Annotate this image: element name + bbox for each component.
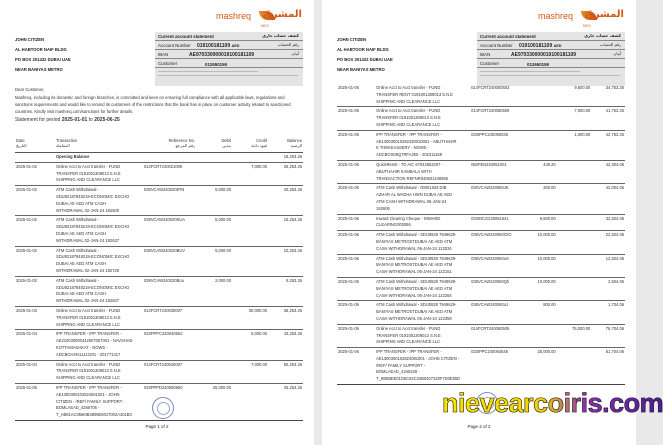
address-line: NEAR BANIYAS METRO bbox=[337, 67, 385, 72]
cell-debit: 9,500.00 bbox=[522, 214, 557, 231]
fine-print-line bbox=[158, 71, 258, 72]
cell-reference: 033PPPC240040562 bbox=[134, 330, 196, 360]
period-label: Statement for period bbox=[15, 117, 61, 123]
mashreq-logo bbox=[214, 9, 304, 29]
cell-description: Online Acct to Acct transfer - FUND TRANSFER 0191001309013 S.N.E SHIPPING AND CLEARANCE LLC bbox=[48, 306, 134, 329]
col-label-ar: رقم المرجع bbox=[175, 143, 195, 148]
box-title: Current account statement bbox=[480, 34, 536, 39]
transaction-row bbox=[337, 348, 625, 385]
cell-date: 2025-01-06 bbox=[337, 160, 368, 183]
cell-balance: 42,004.06 bbox=[591, 184, 625, 214]
cell-credit: 75,000.00 bbox=[557, 324, 592, 347]
cell-description: ATM Cash Withdrawal - SDU82187848219-ECONOMIC EXCHO DUBAI AE AED ATM CASH WITHDRAWAL 02-JAN-24 182827 bbox=[48, 276, 134, 306]
transaction-row bbox=[15, 162, 303, 185]
customer-label: Customer bbox=[480, 61, 500, 66]
account-number: 019100181109 bbox=[197, 42, 231, 49]
cell-credit: 9,500.00 bbox=[557, 84, 592, 107]
fine-print-line bbox=[480, 75, 620, 76]
cell-reference: 033INCG240061641 bbox=[461, 214, 522, 231]
customer-number: 012650159 bbox=[205, 62, 227, 67]
cell-balance: 50,253.26 bbox=[268, 360, 303, 383]
transaction-row bbox=[337, 277, 625, 300]
compliance-notice: Mashreq, including its domestic and foreign branches, is committed and keen on ensuring full compliance with all applicable laws, regulations and sanctions requirements and would like to remind its customers of the restrictions that the bank has in place on customer activity related to sanctioned countries. Kindly visit mashreq.com/sanctions for further details. bbox=[15, 95, 291, 114]
cell-reference: 014FCRT240040007 bbox=[134, 360, 196, 383]
cell-balance: 38,253.26 bbox=[268, 306, 303, 329]
bank-stamp bbox=[152, 397, 174, 419]
opening-balance-label: Opening Balance bbox=[48, 153, 268, 163]
cell-debit bbox=[522, 130, 557, 160]
account-number-label: Account Number bbox=[480, 43, 513, 48]
cell-balance: 22,504.06 bbox=[591, 231, 625, 254]
col-reference bbox=[134, 136, 196, 153]
transaction-row bbox=[337, 84, 625, 107]
logo-sub: NEO bbox=[583, 24, 591, 28]
cell-debit bbox=[196, 360, 232, 383]
cell-credit bbox=[557, 301, 592, 324]
iban-value: AE970330000019100181109 bbox=[189, 51, 255, 58]
col-label: Transaction bbox=[56, 138, 78, 143]
cell-description: ATM Cash Withdrawal - SDU82187848219-ECONOMIC EXCHO DUBAI AE AED ATM CASH WITHDRAWAL 02-JAN-24 182500 bbox=[48, 186, 134, 216]
cell-credit: 7,000.00 bbox=[557, 107, 592, 130]
cell-description: IPP TRANSFER - IPP TRANSFER - AE1300300102824081001 - JOHN CITIZEN - /REF/ FAMILY SUPPORT - BOMLAEAD_4345328 - T_88EBEE01D5C84C34B0407320F7D0E55D bbox=[368, 348, 461, 385]
customer-label: Customer bbox=[158, 61, 178, 66]
cell-description: QuickRemit - TO A/C 67042653297 - ABUTHAHIR KAMBALA WITH TRANSACTION REFNR040501248865 bbox=[368, 160, 461, 183]
table-header bbox=[15, 136, 303, 153]
cell-credit bbox=[232, 276, 268, 306]
account-number-label-ar: رقم الحساب bbox=[277, 42, 299, 47]
col-date bbox=[15, 136, 48, 153]
cell-balance: 42,304.06 bbox=[591, 160, 625, 183]
transaction-row bbox=[15, 186, 303, 216]
transaction-row bbox=[15, 330, 303, 360]
cell-debit: 5,000.00 bbox=[196, 216, 232, 246]
address-line: PO BOX 201432 DUBAI UAE bbox=[337, 57, 393, 62]
col-credit bbox=[232, 136, 268, 153]
col-label: Reference No. bbox=[168, 138, 195, 143]
cell-debit: 10,000.00 bbox=[522, 254, 557, 277]
logo-text: mashreq bbox=[538, 11, 574, 21]
cell-reference: 038VCAW240060OrO bbox=[461, 231, 522, 254]
box-title-ar: كشف حساب جاري bbox=[584, 33, 621, 38]
cell-credit: 1,000.00 bbox=[557, 130, 592, 160]
cell-credit: 30,000.00 bbox=[232, 306, 268, 329]
transaction-row bbox=[337, 254, 625, 277]
cell-description: ATM Cash Withdrawal - SDU82187848219-ECONOMIC EXCHO DUBAI AE AED ATM CASH WITHDRAWAL 02-JAN-24 182729 bbox=[48, 246, 134, 276]
cell-debit bbox=[196, 330, 232, 360]
col-label: Date bbox=[16, 138, 25, 143]
logo-sub: NEO bbox=[261, 24, 269, 28]
cell-debit: 25,000.00 bbox=[196, 383, 232, 420]
watermark: nievearcoiris.com bbox=[442, 388, 663, 418]
cell-date: 2025-01-06 bbox=[337, 324, 368, 347]
page-number: Page 1 of 2 bbox=[145, 424, 169, 429]
letter bbox=[15, 86, 303, 124]
transaction-row bbox=[15, 276, 303, 306]
cell-reference: 014FCRT240030007 bbox=[134, 306, 196, 329]
cell-reference: 038VCAW240060oJ bbox=[461, 301, 522, 324]
cell-description: ATM Cash Withdrawal - SDU0828 7949629-BANIYAS METROSTDUBAI AE AED ATM CASH WITHDRAWAL 06-JAN-24 122151 bbox=[368, 254, 461, 277]
cell-date: 2025-01-02 bbox=[15, 246, 48, 276]
col-balance bbox=[268, 136, 303, 153]
cell-credit bbox=[557, 160, 592, 183]
cell-description: Online Acct to Acct transfer - FUND TRANSFER RENT 0191001309013 S.N.E SHIPPING AND CLEARANCE LLC bbox=[368, 84, 461, 107]
account-info-box bbox=[155, 32, 303, 86]
cell-description: Online Acct to Acct transfer - FUND TRANSFER 0191001309013 S.N.E SHIPPING AND CLEARANCE LLC bbox=[368, 324, 461, 347]
cell-description: ATM Cash Withdrawal - SDU82187848219-ECONOMIC EXCHO DUBAI AE AED ATM CASH WITHDRAWAL 02-JAN-24 182637 bbox=[48, 216, 134, 246]
cell-debit bbox=[196, 162, 232, 185]
cell-reference: 014FCRT240050509 bbox=[461, 107, 522, 130]
transactions-table bbox=[337, 84, 625, 385]
cell-balance: 1,704.06 bbox=[591, 301, 625, 324]
cell-debit: 5,000.00 bbox=[196, 246, 232, 276]
logo-arabic: المشرق bbox=[584, 9, 624, 20]
cell-reference: 038VCAW240020SUA bbox=[134, 216, 196, 246]
cell-credit bbox=[557, 214, 592, 231]
account-number-label-ar: رقم الحساب bbox=[599, 42, 621, 47]
cell-balance: 26,253.26 bbox=[268, 162, 303, 185]
cell-debit bbox=[522, 324, 557, 347]
cell-balance: 43,253.26 bbox=[268, 330, 303, 360]
cell-balance: 32,504.06 bbox=[591, 214, 625, 231]
fine-print-line bbox=[158, 75, 298, 76]
mashreq-logo bbox=[536, 9, 626, 29]
cell-reference: 033IPPC240064546 bbox=[461, 348, 522, 385]
cell-date: 2025-01-05 bbox=[337, 130, 368, 160]
cell-debit: 25,000.00 bbox=[522, 348, 557, 385]
greeting: Dear Customer, bbox=[15, 87, 45, 92]
cell-description: ATM Cash Withdrawal - 00001933 DIB AZHAR AL WADHA HWN DUBAI AE AED ATM CASH WITHDRAWAL 05-JAN-24 192606 bbox=[368, 184, 461, 214]
col-transaction bbox=[48, 136, 134, 153]
cell-description: Inward Clearing Cheque - INWARD CLEARING000086 bbox=[368, 214, 461, 231]
transaction-row bbox=[337, 130, 625, 160]
cell-reference: 014FCRT240060505 bbox=[461, 324, 522, 347]
period-to-label: to bbox=[88, 117, 93, 123]
cell-empty bbox=[15, 153, 48, 163]
cell-date: 2025-01-05 bbox=[337, 107, 368, 130]
cell-date: 2025-01-06 bbox=[337, 214, 368, 231]
cell-date: 2025-01-02 bbox=[15, 186, 48, 216]
cell-credit bbox=[232, 246, 268, 276]
cell-credit: 5,000.00 bbox=[232, 330, 268, 360]
address-line: AL HABTOOR NAIF BLDG bbox=[337, 47, 389, 52]
cell-reference: 033IPPC240050035 bbox=[461, 130, 522, 160]
cell-date: 2025-01-06 bbox=[337, 277, 368, 300]
cell-date: 2025-01-02 bbox=[15, 276, 48, 306]
customer-name: JOHN CITIZEN bbox=[337, 37, 367, 42]
cell-date: 2025-01-06 bbox=[337, 348, 368, 385]
address-line: NEAR BANIYAS METRO bbox=[15, 67, 63, 72]
cell-balance: 42,753.26 bbox=[591, 130, 625, 160]
fine-print-line bbox=[480, 71, 580, 72]
col-label-ar: مدين bbox=[222, 143, 231, 148]
account-info-box bbox=[477, 32, 625, 86]
transaction-row bbox=[337, 324, 625, 347]
iban-value: AE970330000019100181109 bbox=[511, 51, 577, 58]
cell-reference: 038VCAW240020BUV bbox=[134, 246, 196, 276]
cell-description: Online Acct to Acct transfer - FUND TRANSFER 0191001309013 S.N.E SHIPPING AND CLEARANCE LLC bbox=[368, 107, 461, 130]
cell-credit: 7,000.00 bbox=[232, 360, 268, 383]
page-number: Page 2 of 2 bbox=[467, 424, 491, 429]
cell-balance: 8,253.26 bbox=[268, 276, 303, 306]
cell-debit: 2,000.00 bbox=[196, 276, 232, 306]
cell-reference: 038VCAW240020Bou bbox=[134, 276, 196, 306]
customer-number: 012650159 bbox=[527, 62, 549, 67]
statement-page-2 bbox=[322, 0, 636, 445]
cell-balance: 25,253.26 bbox=[268, 383, 303, 420]
box-title: Current account statement bbox=[158, 34, 214, 39]
transaction-row bbox=[15, 216, 303, 246]
statement-page-1 bbox=[0, 0, 314, 445]
transaction-row bbox=[15, 306, 303, 329]
transaction-row bbox=[15, 246, 303, 276]
cell-debit bbox=[196, 306, 232, 329]
col-debit bbox=[196, 136, 232, 153]
customer-address bbox=[15, 35, 71, 75]
cell-debit: 300.00 bbox=[522, 184, 557, 214]
cell-description: Online Acct to Acct transfer - FUND TRANSFER 0191001309013 S.N.E SHIPPING AND CLEARANCE LLC bbox=[48, 162, 134, 185]
cell-reference: 014FCRT240021009 bbox=[134, 162, 196, 185]
cell-debit: 10,000.00 bbox=[522, 231, 557, 254]
cell-reference: 030VCAW240050JK bbox=[461, 184, 522, 214]
logo-text: mashreq bbox=[216, 11, 252, 21]
cell-reference: 038VCAW240060Qh bbox=[461, 277, 522, 300]
cell-credit bbox=[557, 348, 592, 385]
transaction-row bbox=[337, 301, 625, 324]
col-label: Credit bbox=[256, 138, 267, 143]
cell-reference: 038VCAW2400209TN bbox=[134, 186, 196, 216]
cell-description: ATM Cash Withdrawal - SDU0828 7949629-BANIYAS METROSTDUBAI AE AED ATM CASH WITHDRAWAL 06-JAN-24 122359 bbox=[368, 301, 461, 324]
cell-credit bbox=[232, 383, 268, 420]
cell-reference: 082FEN240051001 bbox=[461, 160, 522, 183]
period-from: 2025-01-01 bbox=[61, 117, 88, 123]
transactions-table bbox=[15, 136, 303, 421]
cell-description: Online Acct to Acct transfer - FUND TRANSFER 0191001309013 S.N.E SHIPPING AND CLEARANCE LLC bbox=[48, 360, 134, 383]
cell-balance: 2,504.06 bbox=[591, 277, 625, 300]
statement-period bbox=[15, 117, 303, 124]
col-label-ar: التاريخ bbox=[16, 143, 27, 148]
cell-debit: 5,000.00 bbox=[196, 186, 232, 216]
cell-reference: 033PPPD240050960 bbox=[134, 383, 196, 420]
cell-balance: 34,753.26 bbox=[591, 84, 625, 107]
cell-date: 2025-01-04 bbox=[15, 360, 48, 383]
col-label: Debit bbox=[221, 138, 231, 143]
account-number-label: Account Number bbox=[158, 43, 191, 48]
cell-date: 2025-01-03 bbox=[15, 306, 48, 329]
cell-debit: 10,000.00 bbox=[522, 277, 557, 300]
cell-debit bbox=[522, 107, 557, 130]
col-label-ar: المعاملة bbox=[56, 143, 70, 148]
address-line: PO BOX 201432 DUBAI UAE bbox=[15, 57, 71, 62]
customer-address bbox=[337, 35, 393, 75]
account-currency: AED bbox=[231, 43, 240, 48]
transaction-row bbox=[337, 107, 625, 130]
cell-balance: 10,253.26 bbox=[268, 246, 303, 276]
customer-name: JOHN CITIZEN bbox=[15, 37, 45, 42]
cell-credit bbox=[557, 184, 592, 214]
cell-description: ATM Cash Withdrawal - SDU0828 7949629-BANIYAS METROSTDUBAI AE AED ATM CASH WITHDRAWAL 06-JAN-24 122034 bbox=[368, 231, 461, 254]
cell-debit bbox=[522, 84, 557, 107]
opening-balance-row bbox=[15, 153, 303, 163]
cell-reference: 038VCAW240060uS bbox=[461, 254, 522, 277]
opening-balance-value: 18,253.26 bbox=[268, 153, 303, 163]
cell-balance: 76,704.06 bbox=[591, 324, 625, 347]
cell-date: 2025-01-06 bbox=[337, 301, 368, 324]
cell-balance: 20,253.26 bbox=[268, 186, 303, 216]
cell-date: 2025-01-05 bbox=[15, 383, 48, 420]
cell-credit bbox=[232, 186, 268, 216]
account-currency: AED bbox=[553, 43, 562, 48]
cell-balance: 15,253.26 bbox=[268, 216, 303, 246]
box-title-ar: كشف حساب جاري bbox=[262, 33, 299, 38]
cell-debit: 800.00 bbox=[522, 301, 557, 324]
cell-description: ATM Cash Withdrawal - SDU0828 7949629-BANIYAS METROSTDUBAI AE AED ATM CASH WITHDRAWAL 06-JAN-24 122254 bbox=[368, 277, 461, 300]
cell-date: 2025-01-06 bbox=[337, 254, 368, 277]
cell-description: IPP TRANSFER - IPP TRANSFER - AE210030000442607057001 - NAVSHAD KOTTAMANAKAT - NOWS - ADCBOASN11JJJ201 - 201771417 bbox=[48, 330, 134, 360]
account-number: 019100181109 bbox=[519, 42, 553, 49]
iban-label-ar: آيبان bbox=[613, 51, 621, 56]
transaction-row bbox=[15, 360, 303, 383]
iban-label-ar: آيبان bbox=[291, 51, 299, 56]
cell-date: 2025-01-04 bbox=[15, 330, 48, 360]
iban-label: IBAN bbox=[480, 52, 491, 57]
cell-credit bbox=[557, 254, 592, 277]
cell-credit bbox=[232, 216, 268, 246]
transaction-row bbox=[337, 160, 625, 183]
cell-date: 2025-01-05 bbox=[337, 184, 368, 214]
cell-credit: 7,000.00 bbox=[232, 162, 268, 185]
cell-debit: 449.20 bbox=[522, 160, 557, 183]
cell-date: 2025-01-02 bbox=[15, 216, 48, 246]
transaction-row bbox=[337, 231, 625, 254]
cell-balance: 51,704.06 bbox=[591, 348, 625, 385]
col-label: Balance bbox=[287, 138, 302, 143]
transaction-row bbox=[337, 214, 625, 231]
iban-label: IBAN bbox=[158, 52, 169, 57]
cell-reference: 014FCRT240050503 bbox=[461, 84, 522, 107]
col-label-ar: الرصيد bbox=[290, 143, 302, 148]
transaction-row bbox=[337, 184, 625, 214]
cell-description: IPP TRANSFER - IPP TRANSFER - AE130030010282430010001 - ABUTHAHIR K THEKKASSERY - NOWS - ADCBOX08Q7RFAJE5 - 202311158 bbox=[368, 130, 461, 160]
cell-credit bbox=[557, 277, 592, 300]
cell-date: 2025-01-05 bbox=[337, 84, 368, 107]
period-to: 2025-06-25 bbox=[94, 117, 120, 123]
col-label-ar: قيود دائنة bbox=[251, 143, 267, 148]
cell-balance: 12,504.06 bbox=[591, 254, 625, 277]
logo-arabic: المشرق bbox=[262, 9, 302, 20]
cell-credit bbox=[557, 231, 592, 254]
cell-description: IPP TRANSFER - IPP TRANSFER - AE1300300102824081001 - JOHN CITIZEN - /REF/ FAMILY SUPPORT - BOMLAEAD_4266706 - T_AB81AC056MB4808E8017002A401B3 bbox=[48, 383, 134, 420]
cell-date: 2025-01-02 bbox=[15, 162, 48, 185]
address-line: AL HABTOOR NAIF BLDG bbox=[15, 47, 67, 52]
cell-date: 2025-01-06 bbox=[337, 231, 368, 254]
cell-balance: 41,753.26 bbox=[591, 107, 625, 130]
